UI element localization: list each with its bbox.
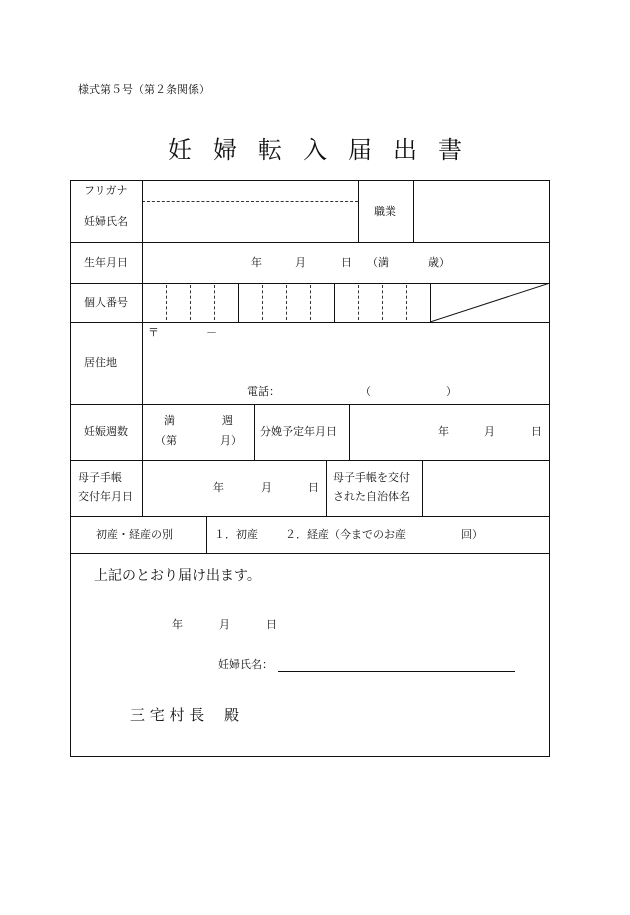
furigana-label: フリガナ [84,184,128,197]
digit-separator [310,285,311,320]
handbook-year-unit: 年 [213,481,224,494]
phone-paren-open: （ [360,385,371,398]
digit-separator [166,285,167,320]
title-char: 転 [258,136,282,164]
mynumber-group-divider [238,283,239,322]
birth-option-first: １．初産 [214,528,258,541]
title-char: 書 [438,136,462,164]
row-line [70,516,550,517]
row-line [70,553,550,554]
filing-year-unit: 年 [172,618,183,631]
issuer-divider [422,460,423,516]
form-number: 様式第５号（第２条関係） [78,83,210,96]
mynumber-label: 個人番号 [84,296,128,309]
due-year-unit: 年 [438,425,449,438]
weeks-divider [254,404,255,460]
label-column-divider [142,180,143,516]
phone-label: 電話： [247,385,280,398]
digit-separator [406,285,407,320]
postal-dash: － [206,326,217,339]
birth-year-unit: 年 [251,256,262,269]
phone-paren-close: ） [446,385,457,398]
weeks-full: 満 [164,414,175,427]
title-char: 出 [393,136,417,164]
issuer-label-2: された自治体名 [333,490,410,503]
digit-separator [286,285,287,320]
title-char: 妊 [168,136,192,164]
age-open: （満 [367,256,389,269]
signature-line [278,671,515,672]
mynumber-slash [430,283,550,322]
due-month-unit: 月 [484,425,495,438]
age-unit: 歳） [428,256,450,269]
digit-separator [214,285,215,320]
mynumber-group-divider [334,283,335,322]
digit-separator [358,285,359,320]
furigana-divider [142,201,358,202]
recipient: 三 宅 村 長 殿 [130,706,240,724]
postal-mark: 〒 [148,326,159,339]
occupation-divider [413,180,414,242]
birth-type-label: 初産・経産の別 [96,528,173,541]
statement: 上記のとおり届け出ます。 [94,568,261,584]
birth-day-unit: 日 [341,256,352,269]
weeks-unit: 週 [222,414,233,427]
handbook-label-2: 交付年月日 [78,490,133,503]
title-char: 入 [303,136,327,164]
birth-type-divider [206,516,207,553]
name-label: 妊婦氏名 [84,215,128,228]
birth-month-unit: 月 [295,256,306,269]
occupation-divider [358,180,359,242]
birthdate-label: 生年月日 [84,256,128,269]
due-day-unit: 日 [531,425,542,438]
occupation-label: 職業 [374,205,396,218]
signer-label: 妊婦氏名： [218,658,273,671]
issuer-label-1: 母子手帳を交付 [333,471,410,484]
pregnancy-weeks-label: 妊娠週数 [84,425,128,438]
due-date-divider [349,404,350,460]
due-date-label: 分娩予定年月日 [260,425,337,438]
filing-month-unit: 月 [219,618,230,631]
handbook-day-unit: 日 [308,481,319,494]
filing-day-unit: 日 [266,618,277,631]
handbook-divider [326,460,327,516]
digit-separator [190,285,191,320]
handbook-label-1: 母子手帳 [78,471,122,484]
digit-separator [262,285,263,320]
residence-label: 居住地 [84,356,117,369]
birth-count-unit: 回） [461,528,483,541]
month-open: （第 [155,434,177,447]
digit-separator [382,285,383,320]
title-char: 届 [348,136,372,164]
title-char: 婦 [213,136,237,164]
birth-option-multi: ２．経産（今までのお産 [285,528,406,541]
page-title [0,130,630,164]
month-close: 月） [220,434,242,447]
handbook-month-unit: 月 [261,481,272,494]
